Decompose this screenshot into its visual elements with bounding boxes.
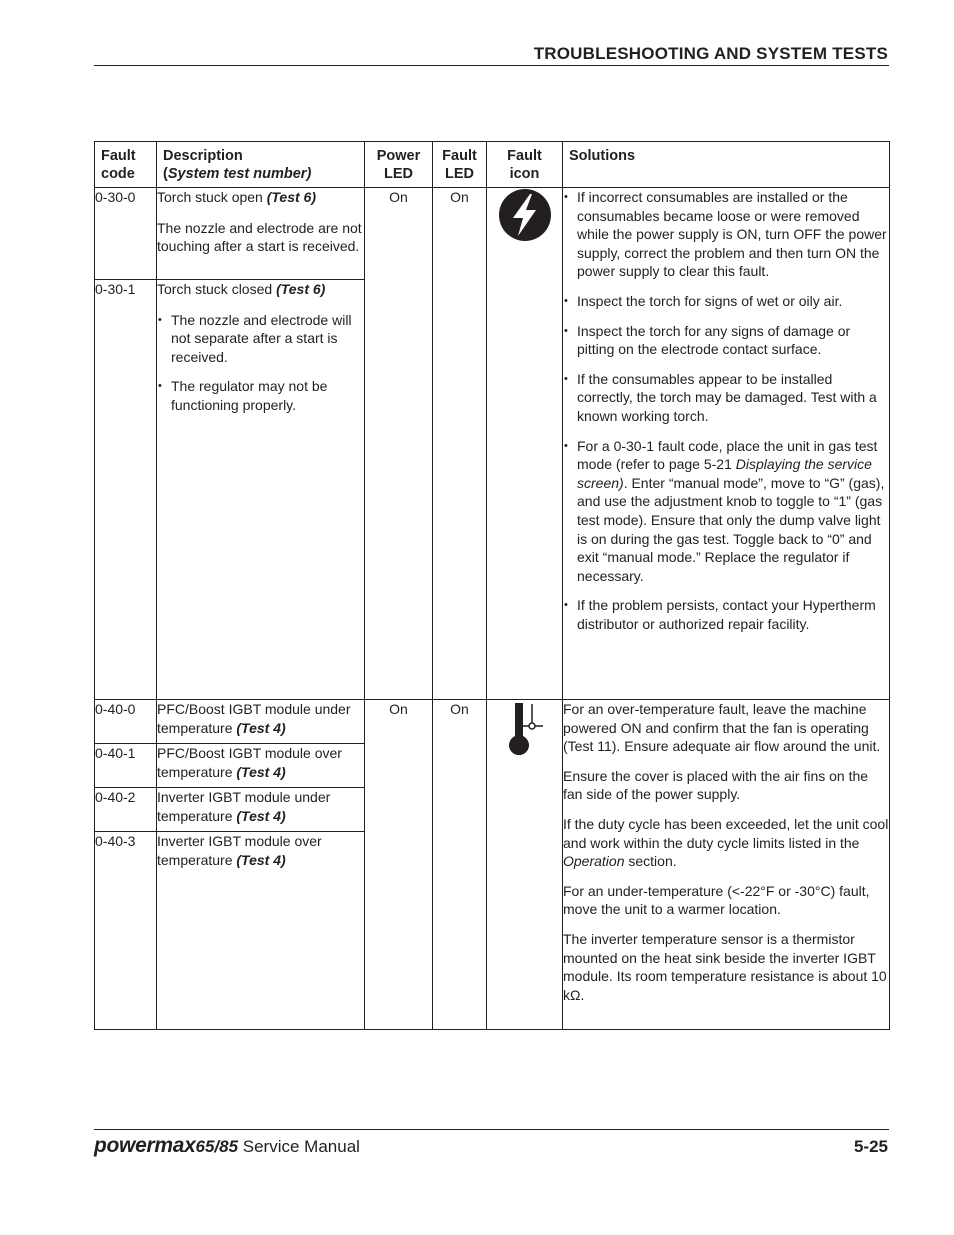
table-header-row: [95, 142, 890, 188]
description-cell: PFC/Boost IGBT module under temperature (Test 4): [157, 700, 365, 744]
fault-table: [94, 141, 890, 1030]
page-number: 5-25: [853, 1137, 888, 1156]
solution-item: Ensure the cover is placed with the air fins on the fan side of the power supply.: [563, 767, 869, 803]
solution-item: • If the problem persists, contact your Hypertherm distributor or authorized repair facility.: [563, 596, 889, 633]
fault-icon-cell: [487, 700, 563, 1030]
header-solutions: Solutions: [563, 142, 890, 188]
solution-item: If the duty cycle has been exceeded, let the unit cool and work within the duty cycle limits listed in the Operation section.: [563, 815, 889, 870]
solution-item: • Inspect the torch for signs of wet or oily air.: [563, 292, 889, 311]
footer-manual: Service Manual: [238, 1137, 360, 1156]
description-cell: Torch stuck closed (Test 6) • The nozzle and electrode will not separate after a start is received. • The regulator may not be functioning properly.: [157, 280, 365, 700]
header-fault-icon: Fault icon: [487, 142, 563, 188]
fault-code-cell: 0-30-1: [95, 280, 157, 700]
solutions-cell: [563, 700, 890, 1030]
solution-item: The inverter temperature sensor is a thermistor mounted on the heat sink beside the inverter IGBT module. Its room temperature resistance is about 10 kΩ.: [563, 930, 887, 1003]
fault-code-cell: 0-40-3: [95, 832, 157, 1030]
page-header-title: TROUBLESHOOTING AND SYSTEM TESTS: [533, 44, 888, 63]
thermometer-icon: [505, 700, 545, 761]
footer-brand: powermax: [94, 1134, 196, 1157]
description-cell: Inverter IGBT module over temperature (Test 4): [157, 832, 365, 1030]
lightning-bolt-icon: [498, 188, 552, 247]
header-fault-code: Fault code: [95, 142, 157, 188]
description-cell: PFC/Boost IGBT module over temperature (Test 4): [157, 744, 365, 788]
description-cell: Inverter IGBT module under temperature (Test 4): [157, 788, 365, 832]
solution-item: • Inspect the torch for any signs of damage or pitting on the electrode contact surface.: [563, 322, 889, 359]
header-power-led: Power LED: [365, 142, 433, 188]
description-cell: Torch stuck open (Test 6) The nozzle and electrode are not touching after a start is received.: [157, 188, 365, 280]
solution-item: • If incorrect consumables are installed or the consumables became loose or were removed while the power supply is ON, turn OFF the power supply, correct the problem and then turn ON the power supply to clear this fault.: [563, 188, 889, 281]
footer-product: [94, 1134, 360, 1158]
header-rule: [94, 65, 889, 66]
fault-code-cell: 0-40-0: [95, 700, 157, 744]
header-fault-led: Fault LED: [433, 142, 487, 188]
fault-code-cell: 0-40-1: [95, 744, 157, 788]
solutions-cell: [563, 188, 890, 700]
solution-item: For an under-temperature (<-22°F or -30°C) fault, move the unit to a warmer location.: [563, 882, 870, 918]
footer-rule: [94, 1129, 889, 1130]
header-description: Description (System test number): [157, 142, 365, 188]
solution-item: For an over-temperature fault, leave the machine powered ON and confirm that the fan is operating (Test 11). Ensure adequate air flow around the unit.: [563, 701, 881, 755]
fault-led-cell: On: [433, 188, 487, 700]
solution-item: • For a 0-30-1 fault code, place the unit in gas test mode (refer to page 5-21 Displaying the service screen). Enter “manual mode”, move to “G” (gas), and use the adjustment knob to toggle to “1” (gas test mode). Ensure that only the dump valve light is on during the gas test. Toggle back to “0” and exit “manual mode.” Replace the regulator if necessary.: [563, 437, 889, 586]
footer-model: 65/85: [195, 1137, 239, 1156]
power-led-cell: On: [365, 188, 433, 700]
power-led-cell: On: [365, 700, 433, 1030]
fault-icon-cell: [487, 188, 563, 700]
fault-code-cell: 0-40-2: [95, 788, 157, 832]
fault-led-cell: On: [433, 700, 487, 1030]
fault-code-cell: 0-30-0: [95, 188, 157, 280]
table-row: [95, 700, 890, 744]
table-row: [95, 188, 890, 280]
solution-item: • If the consumables appear to be installed correctly, the torch may be damaged. Test with a known working torch.: [563, 370, 889, 426]
